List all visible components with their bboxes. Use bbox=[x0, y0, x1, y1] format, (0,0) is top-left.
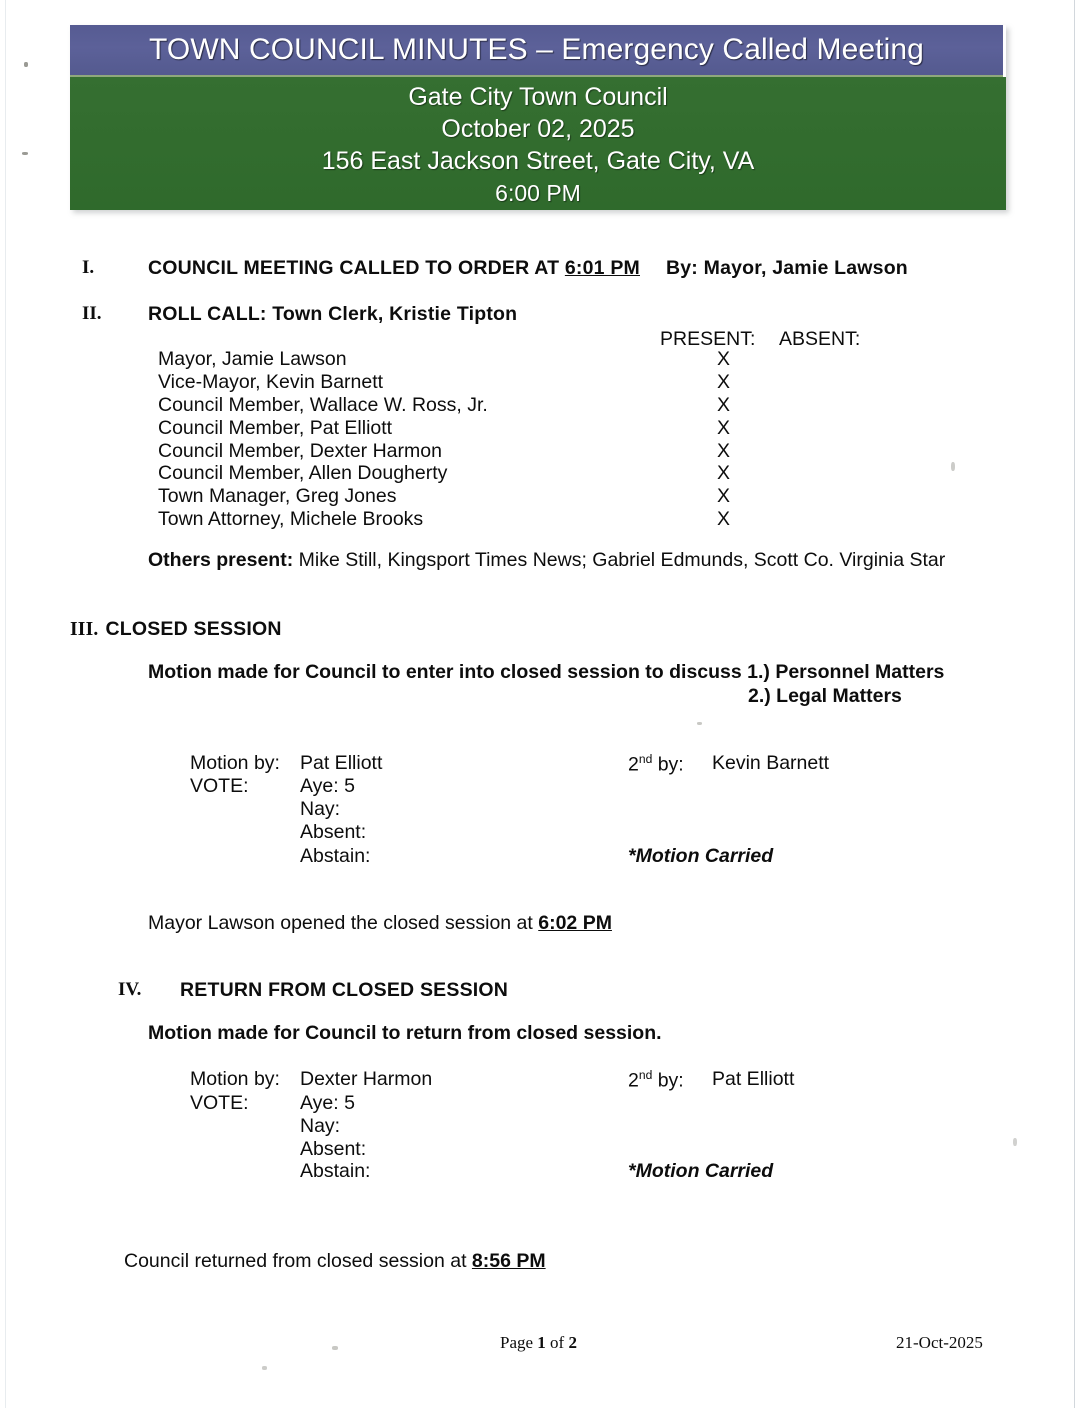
second-by-name-1: Kevin Barnett bbox=[712, 752, 830, 774]
others-present-line bbox=[148, 549, 945, 572]
opened-text: Mayor Lawson opened the closed session at bbox=[148, 912, 539, 934]
table-row: Council Member, Wallace W. Ross, Jr. bbox=[158, 394, 488, 416]
section-called-to-order bbox=[148, 257, 908, 280]
second-by-prefix: 2 bbox=[628, 753, 639, 776]
returned-text: Council returned from closed session at bbox=[124, 1250, 472, 1272]
returned-from-closed-session-line bbox=[124, 1250, 546, 1273]
banner-time: 6:00 PM bbox=[495, 179, 581, 206]
closed-session-motion-line-1: Motion made for Council to enter into closed session to discuss 1.) Personnel Matters bbox=[148, 661, 945, 683]
second-by-label-1 bbox=[628, 752, 684, 777]
present-mark: X bbox=[717, 417, 731, 439]
table-row: Town Manager, Greg Jones bbox=[158, 485, 397, 507]
present-mark: X bbox=[717, 394, 731, 416]
others-present-names: Mike Still, Kingsport Times News; Gabriel Edmunds, Scott Co. Virginia Star bbox=[293, 549, 946, 571]
section-return-from-closed-session-heading: RETURN FROM CLOSED SESSION bbox=[180, 979, 509, 1001]
vote-abstain-1: Abstain: bbox=[300, 845, 371, 867]
called-to-order-by: By: Mayor, Jamie Lawson bbox=[665, 257, 908, 279]
present-mark: X bbox=[717, 462, 731, 484]
document-title: TOWN COUNCIL MINUTES – Emergency Called Meeting bbox=[149, 33, 924, 66]
scan-speck bbox=[22, 152, 28, 155]
table-row: Council Member, Dexter Harmon bbox=[158, 440, 442, 462]
return-motion-line: Motion made for Council to return from closed session. bbox=[148, 1022, 662, 1044]
footer-page-middle: of bbox=[545, 1333, 569, 1352]
section-roll-call-heading: ROLL CALL: Town Clerk, Kristie Tipton bbox=[148, 303, 518, 325]
table-row: Vice-Mayor, Kevin Barnett bbox=[158, 371, 384, 393]
motion-by-name-1: Pat Elliott bbox=[300, 752, 383, 774]
second-by-suffix: by: bbox=[652, 1069, 684, 1092]
second-by-superscript: nd bbox=[638, 1068, 653, 1082]
page-right-edge bbox=[1074, 0, 1075, 1408]
returned-time: 8:56 PM bbox=[471, 1250, 546, 1272]
motion-by-label-1: Motion by: bbox=[190, 752, 280, 774]
scan-speck bbox=[951, 462, 955, 471]
footer-page-total: 2 bbox=[568, 1333, 577, 1352]
second-by-label-2 bbox=[628, 1068, 684, 1093]
motion-result-2: *Motion Carried bbox=[628, 1160, 774, 1182]
vote-label-2: VOTE: bbox=[190, 1092, 249, 1114]
footer-page-number: 1 bbox=[537, 1333, 546, 1352]
section-numeral-iv: IV. bbox=[118, 979, 142, 1000]
page-left-edge bbox=[5, 0, 6, 1408]
closed-session-motion-line-2: 2.) Legal Matters bbox=[748, 685, 902, 707]
scan-speck bbox=[24, 62, 28, 67]
vote-aye-1: Aye: 5 bbox=[300, 775, 355, 797]
document-header-banner bbox=[70, 25, 1006, 210]
present-mark: X bbox=[717, 371, 731, 393]
motion-by-label-2: Motion by: bbox=[190, 1068, 280, 1090]
scan-speck bbox=[332, 1346, 338, 1350]
banner-meeting-info bbox=[70, 77, 1006, 210]
second-by-superscript: nd bbox=[638, 752, 653, 766]
footer-date: 21-Oct-2025 bbox=[896, 1333, 983, 1352]
called-to-order-time: 6:01 PM bbox=[564, 257, 640, 279]
second-by-suffix: by: bbox=[652, 753, 684, 776]
vote-aye-2: Aye: 5 bbox=[300, 1092, 355, 1114]
table-row: Council Member, Allen Dougherty bbox=[158, 462, 448, 484]
section-numeral-ii: II. bbox=[82, 303, 102, 324]
banner-date: October 02, 2025 bbox=[441, 114, 635, 143]
present-mark: X bbox=[717, 348, 731, 370]
section-numeral-i: I. bbox=[82, 257, 95, 278]
vote-absent-1: Absent: bbox=[300, 821, 367, 843]
motion-result-1: *Motion Carried bbox=[628, 845, 774, 867]
second-by-prefix: 2 bbox=[628, 1069, 639, 1092]
present-mark: X bbox=[717, 440, 731, 462]
vote-abstain-2: Abstain: bbox=[300, 1160, 371, 1182]
table-row: Town Attorney, Michele Brooks bbox=[158, 508, 424, 530]
table-row: Mayor, Jamie Lawson bbox=[158, 348, 347, 370]
banner-organization: Gate City Town Council bbox=[408, 82, 668, 111]
table-row: Council Member, Pat Elliott bbox=[158, 417, 393, 439]
scan-speck bbox=[1013, 1138, 1017, 1146]
others-present-label: Others present: bbox=[148, 549, 294, 571]
section-closed-session bbox=[70, 618, 282, 641]
footer-page-indicator bbox=[500, 1333, 577, 1353]
closed-session-opened-line bbox=[148, 912, 612, 935]
footer-page-prefix: Page bbox=[500, 1333, 538, 1352]
section-numeral-iii: III. bbox=[70, 619, 99, 640]
present-mark: X bbox=[717, 508, 731, 530]
vote-label-1: VOTE: bbox=[190, 775, 249, 797]
banner-title-bar bbox=[70, 25, 1003, 77]
motion-by-name-2: Dexter Harmon bbox=[300, 1068, 433, 1090]
roll-call-present-header: PRESENT: bbox=[660, 328, 756, 350]
second-by-name-2: Pat Elliott bbox=[712, 1068, 795, 1090]
vote-nay-2: Nay: bbox=[300, 1115, 341, 1137]
opened-time: 6:02 PM bbox=[538, 912, 612, 934]
called-to-order-label: COUNCIL MEETING CALLED TO ORDER AT bbox=[148, 257, 565, 279]
scan-speck bbox=[262, 1366, 267, 1370]
roll-call-absent-header: ABSENT: bbox=[779, 328, 861, 350]
vote-absent-2: Absent: bbox=[300, 1138, 367, 1160]
present-mark: X bbox=[717, 485, 731, 507]
vote-nay-1: Nay: bbox=[300, 798, 341, 820]
closed-session-heading: CLOSED SESSION bbox=[105, 618, 282, 640]
scan-speck bbox=[697, 722, 702, 725]
banner-address: 156 East Jackson Street, Gate City, VA bbox=[321, 146, 755, 175]
